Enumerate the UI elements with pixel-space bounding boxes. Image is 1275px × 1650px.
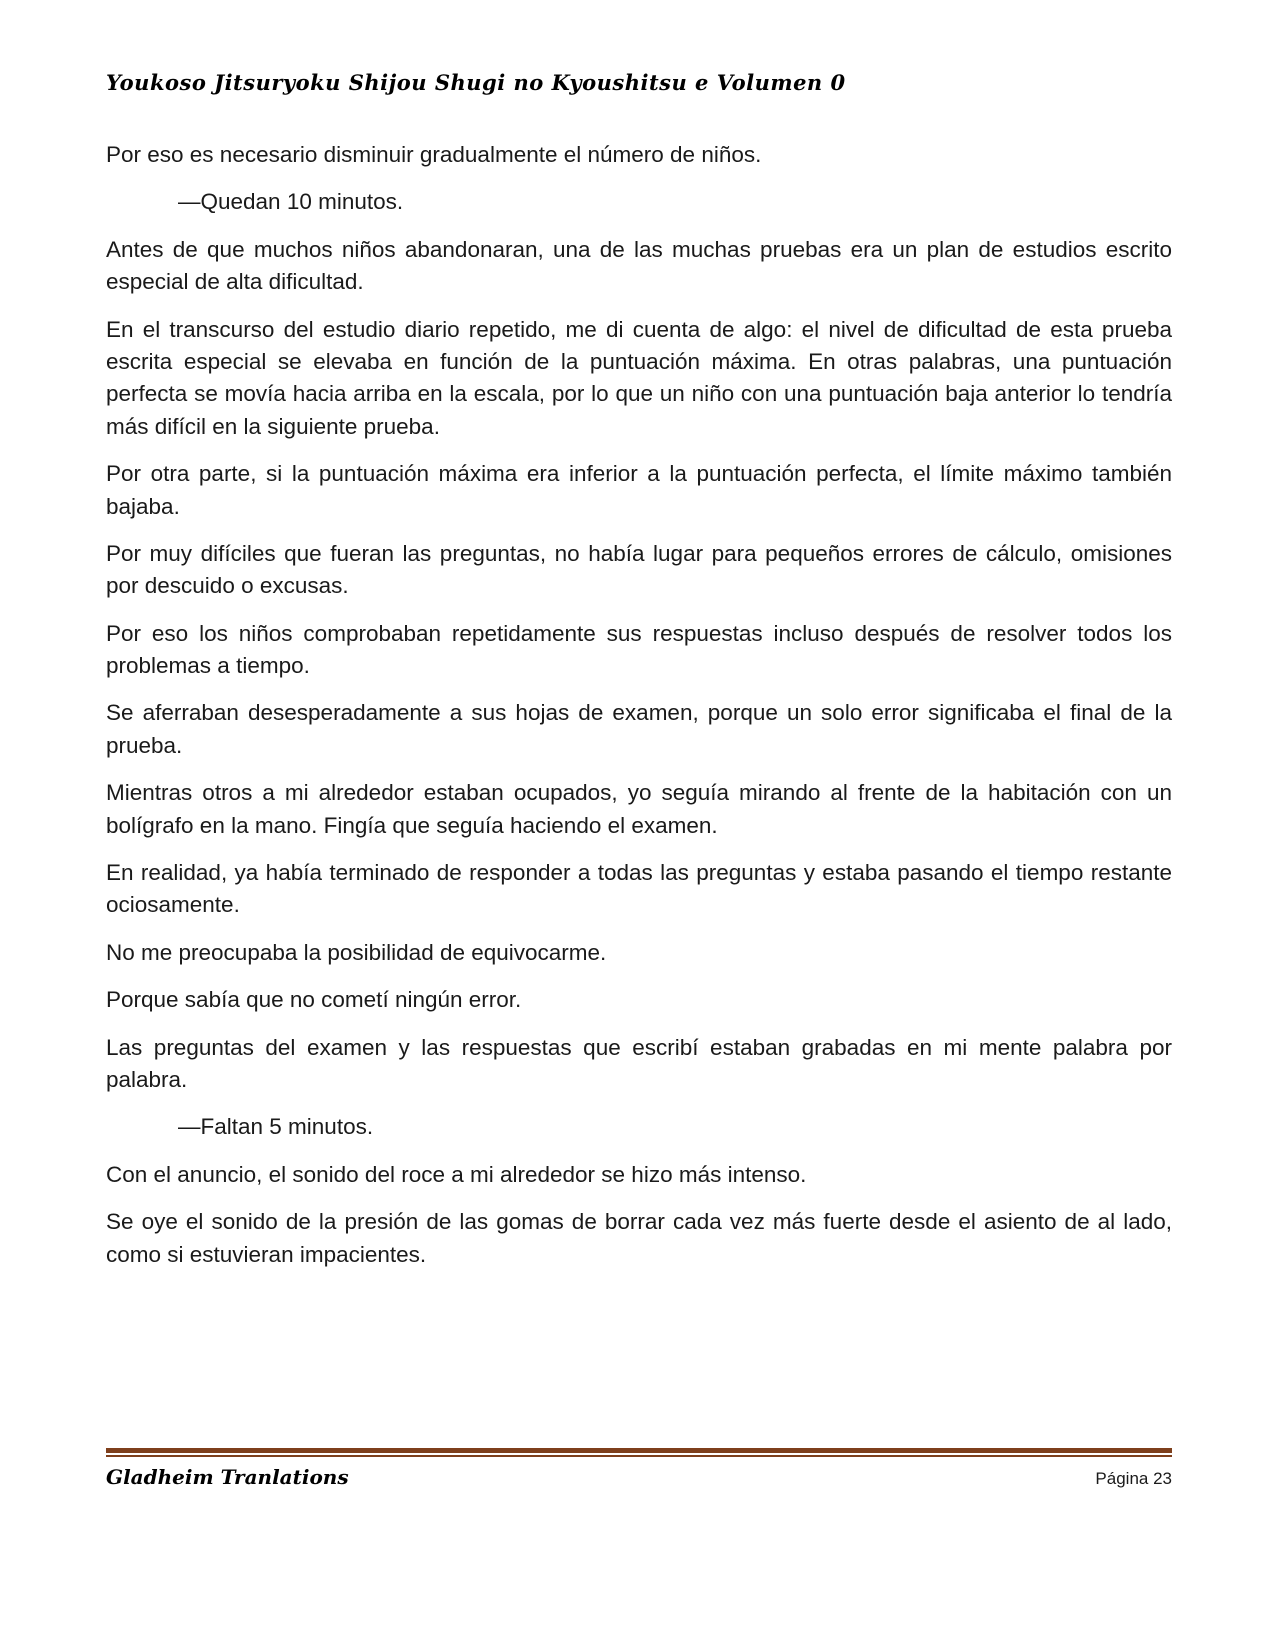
paragraph: No me preocupaba la posibilidad de equivocarme. (106, 939, 607, 965)
paragraph: Porque sabía que no cometí ningún error. (106, 987, 522, 1013)
paragraph: Por eso es necesario disminuir gradualmente el número de niños. (106, 142, 762, 167)
paragraph: Por eso los niños comprobaban repetidamente sus respuestas incluso después de resolver todos los problemas a tiempo. (106, 620, 1172, 679)
paragraph: Las preguntas del examen y las respuestas que escribí estaban grabadas en mi mente palabra por palabra. (106, 1034, 1172, 1092)
paragraph: Se oye el sonido de la presión de las gomas de borrar cada vez más fuerte desde el asiento de al lado, como si estuvieran impacientes. (106, 1209, 1172, 1267)
paragraph: Por muy difíciles que fueran las preguntas, no había lugar para pequeños errores de cálculo, omisiones por descuido o excusas. (106, 540, 1172, 599)
footer-page-number: Página 23 (1095, 1469, 1172, 1488)
paragraph: Con el anuncio, el sonido del roce a mi alrededor se hizo más intenso. (106, 1161, 807, 1187)
paragraph: Se aferraban desesperadamente a sus hojas de examen, porque un solo error significaba el final de la prueba. (106, 700, 1172, 758)
paragraph-announcement: —Quedan 10 minutos. (178, 189, 404, 215)
page-header-title: Youkoso Jitsuryoku Shijou Shugi no Kyoushitsu e Volumen 0 (106, 70, 846, 95)
body-text (106, 139, 1172, 1271)
paragraph: En realidad, ya había terminado de responder a todas las preguntas y estaba pasando el tiempo restante ociosamente. (106, 860, 1172, 918)
footer-divider (106, 1448, 1172, 1457)
paragraph: Antes de que muchos niños abandonaran, una de las muchas pruebas era un plan de estudios escrito especial de alta dificultad. (106, 236, 1172, 295)
page-footer (106, 1448, 1172, 1489)
footer-translator-name: Gladheim Tranlations (106, 1465, 349, 1489)
paragraph: En el transcurso del estudio diario repetido, me di cuenta de algo: el nivel de dificultad de esta prueba escrita especial se elevaba en función de la puntuación máxima. En otras palabras, una puntuación perfecta se movía hacia arriba en la escala, por lo que un niño con una puntuación baja anterior lo tendría más difícil en la siguiente prueba. (106, 316, 1172, 439)
paragraph-announcement: —Faltan 5 minutos. (178, 1114, 374, 1140)
paragraph: Mientras otros a mi alrededor estaban ocupados, yo seguía mirando al frente de la habitación con un bolígrafo en la mano. Fingía que seguía haciendo el examen. (106, 780, 1172, 838)
paragraph: Por otra parte, si la puntuación máxima era inferior a la puntuación perfecta, el límite máximo también bajaba. (106, 461, 1172, 519)
